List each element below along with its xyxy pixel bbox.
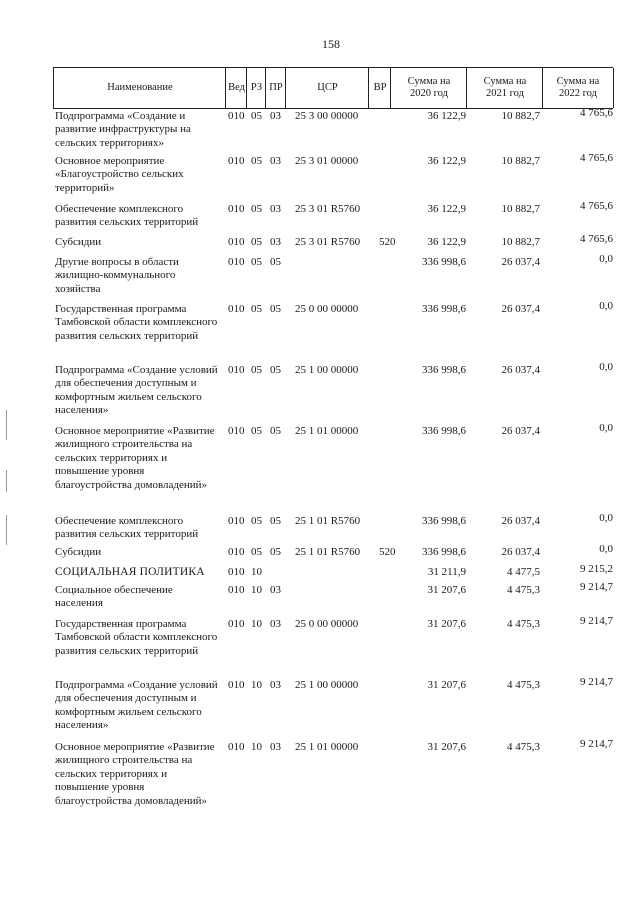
row-pr: 05 [270, 546, 281, 558]
row-name: Подпрограмма «Создание и развитие инфраструктуры на сельских территориях» [55, 110, 191, 149]
row-name: Основное мероприятие «Развитие жилищного строительства на сельских территориях и повышение уровня благоустройства домовладений» [55, 741, 215, 807]
row-sum-2022: 0,0 [599, 300, 613, 312]
row-csr: 25 1 01 R5760 [295, 546, 361, 558]
row-pr: 03 [270, 741, 281, 753]
scan-mark [6, 515, 7, 545]
header-csr: ЦСР [285, 68, 369, 108]
scan-mark [6, 410, 7, 440]
row-pr: 03 [270, 110, 281, 122]
row-csr: 25 0 00 00000 [295, 618, 359, 630]
row-sum-2021: 26 037,4 [501, 515, 540, 527]
row-csr: 25 3 01 R5760 [295, 236, 361, 248]
row-rz: 10 [251, 741, 262, 753]
row-ved: 010 [228, 236, 245, 248]
row-sum-2021: 26 037,4 [501, 303, 540, 315]
row-ved: 010 [228, 741, 245, 753]
row-ved: 010 [228, 203, 245, 215]
row-sum-2020: 336 998,6 [422, 256, 466, 268]
row-ved: 010 [228, 515, 245, 527]
header-vr: ВР [368, 68, 391, 108]
row-vr: 520 [379, 546, 396, 558]
row-rz: 05 [251, 203, 262, 215]
row-sum-2022: 9 214,7 [580, 676, 613, 688]
header-ved: Вед [225, 68, 247, 108]
row-name: Субсидии [55, 546, 102, 558]
row-sum-2022: 9 214,7 [580, 738, 613, 750]
row-rz: 05 [251, 256, 262, 268]
row-sum-2022: 0,0 [599, 253, 613, 265]
row-rz: 10 [251, 618, 262, 630]
row-name: Обеспечение комплексного развития сельских территорий [55, 203, 199, 229]
row-pr: 05 [270, 425, 281, 437]
row-name: СОЦИАЛЬНАЯ ПОЛИТИКА [55, 566, 205, 578]
row-sum-2020: 336 998,6 [422, 515, 466, 527]
row-sum-2022: 4 765,6 [580, 152, 613, 164]
row-sum-2020: 31 211,9 [427, 566, 466, 578]
row-pr: 05 [270, 364, 281, 376]
scan-mark [6, 470, 7, 492]
row-rz: 05 [251, 364, 262, 376]
page-number: 158 [322, 37, 340, 51]
row-csr: 25 3 01 R5760 [295, 203, 361, 215]
row-pr: 03 [270, 679, 281, 691]
row-sum-2020: 31 207,6 [427, 618, 466, 630]
row-sum-2022: 0,0 [599, 512, 613, 524]
row-name: Основное мероприятие «Благоустройство сельских территорий» [55, 155, 184, 194]
row-csr: 25 1 01 R5760 [295, 515, 361, 527]
row-sum-2021: 26 037,4 [501, 546, 540, 558]
row-name: Государственная программа Тамбовской области комплексного развития сельских территорий [55, 618, 218, 657]
row-sum-2022: 4 765,6 [580, 233, 613, 245]
header-sum-2020: Сумма на 2020 год [390, 68, 467, 108]
row-sum-2021: 10 882,7 [501, 236, 540, 248]
header-sum-2022: Сумма на 2022 год [542, 68, 614, 108]
row-rz: 05 [251, 303, 262, 315]
row-ved: 010 [228, 155, 245, 167]
row-name: Социальное обеспечение населения [55, 584, 173, 610]
row-sum-2022: 9 215,2 [580, 563, 613, 575]
row-rz: 05 [251, 515, 262, 527]
row-csr: 25 1 00 00000 [295, 364, 359, 376]
row-sum-2021: 10 882,7 [501, 110, 540, 122]
row-ved: 010 [228, 566, 245, 578]
row-rz: 10 [251, 584, 262, 596]
row-rz: 05 [251, 425, 262, 437]
row-sum-2020: 36 122,9 [427, 110, 466, 122]
row-sum-2022: 9 214,7 [580, 581, 613, 593]
row-ved: 010 [228, 364, 245, 376]
row-sum-2021: 10 882,7 [501, 203, 540, 215]
row-sum-2020: 336 998,6 [422, 546, 466, 558]
row-rz: 05 [251, 546, 262, 558]
row-ved: 010 [228, 679, 245, 691]
row-sum-2020: 31 207,6 [427, 584, 466, 596]
row-pr: 03 [270, 584, 281, 596]
row-ved: 010 [228, 303, 245, 315]
row-csr: 25 1 01 00000 [295, 425, 359, 437]
row-ved: 010 [228, 546, 245, 558]
row-ved: 010 [228, 618, 245, 630]
row-pr: 03 [270, 203, 281, 215]
row-rz: 05 [251, 110, 262, 122]
row-sum-2021: 4 475,3 [507, 679, 540, 691]
row-pr: 05 [270, 256, 281, 268]
row-name: Субсидии [55, 236, 102, 248]
row-sum-2021: 4 477,5 [507, 566, 540, 578]
row-pr: 03 [270, 236, 281, 248]
row-sum-2022: 0,0 [599, 543, 613, 555]
row-sum-2021: 26 037,4 [501, 425, 540, 437]
table-header [53, 67, 613, 109]
row-rz: 10 [251, 679, 262, 691]
row-name: Другие вопросы в области жилищно-коммунального хозяйства [55, 256, 179, 295]
row-sum-2022: 0,0 [599, 422, 613, 434]
row-ved: 010 [228, 110, 245, 122]
row-pr: 03 [270, 155, 281, 167]
row-sum-2020: 36 122,9 [427, 203, 466, 215]
row-name: Обеспечение комплексного развития сельских территорий [55, 515, 199, 541]
row-ved: 010 [228, 425, 245, 437]
row-name: Подпрограмма «Создание условий для обеспечения доступным и комфортным жильем сельского населения» [55, 364, 218, 417]
row-pr: 03 [270, 618, 281, 630]
row-vr: 520 [379, 236, 396, 248]
row-sum-2020: 336 998,6 [422, 364, 466, 376]
row-rz: 05 [251, 155, 262, 167]
row-sum-2022: 9 214,7 [580, 615, 613, 627]
header-rz: РЗ [246, 68, 266, 108]
row-sum-2020: 336 998,6 [422, 303, 466, 315]
row-csr: 25 0 00 00000 [295, 303, 359, 315]
row-sum-2022: 4 765,6 [580, 107, 613, 119]
header-sum-2021: Сумма на 2021 год [466, 68, 543, 108]
row-csr: 25 3 01 00000 [295, 155, 359, 167]
row-pr: 05 [270, 303, 281, 315]
row-sum-2020: 36 122,9 [427, 155, 466, 167]
header-pr: ПР [265, 68, 286, 108]
row-ved: 010 [228, 256, 245, 268]
row-name: Подпрограмма «Создание условий для обеспечения доступным и комфортным жильем сельского населения» [55, 679, 218, 732]
row-csr: 25 1 00 00000 [295, 679, 359, 691]
row-sum-2021: 26 037,4 [501, 256, 540, 268]
row-sum-2020: 336 998,6 [422, 425, 466, 437]
row-rz: 10 [251, 566, 262, 578]
row-sum-2021: 4 475,3 [507, 584, 540, 596]
row-sum-2020: 31 207,6 [427, 741, 466, 753]
row-pr: 05 [270, 515, 281, 527]
header-name: Наименование [53, 68, 226, 108]
row-name: Основное мероприятие «Развитие жилищного строительства на сельских территориях и повышение уровня благоустройства домовладений» [55, 425, 215, 491]
row-sum-2021: 26 037,4 [501, 364, 540, 376]
row-sum-2022: 0,0 [599, 361, 613, 373]
row-rz: 05 [251, 236, 262, 248]
row-ved: 010 [228, 584, 245, 596]
row-csr: 25 1 01 00000 [295, 741, 359, 753]
row-sum-2020: 36 122,9 [427, 236, 466, 248]
row-sum-2021: 4 475,3 [507, 741, 540, 753]
row-name: Государственная программа Тамбовской области комплексного развития сельских территорий [55, 303, 218, 342]
row-sum-2021: 4 475,3 [507, 618, 540, 630]
row-sum-2022: 4 765,6 [580, 200, 613, 212]
row-sum-2020: 31 207,6 [427, 679, 466, 691]
row-sum-2021: 10 882,7 [501, 155, 540, 167]
row-csr: 25 3 00 00000 [295, 110, 359, 122]
